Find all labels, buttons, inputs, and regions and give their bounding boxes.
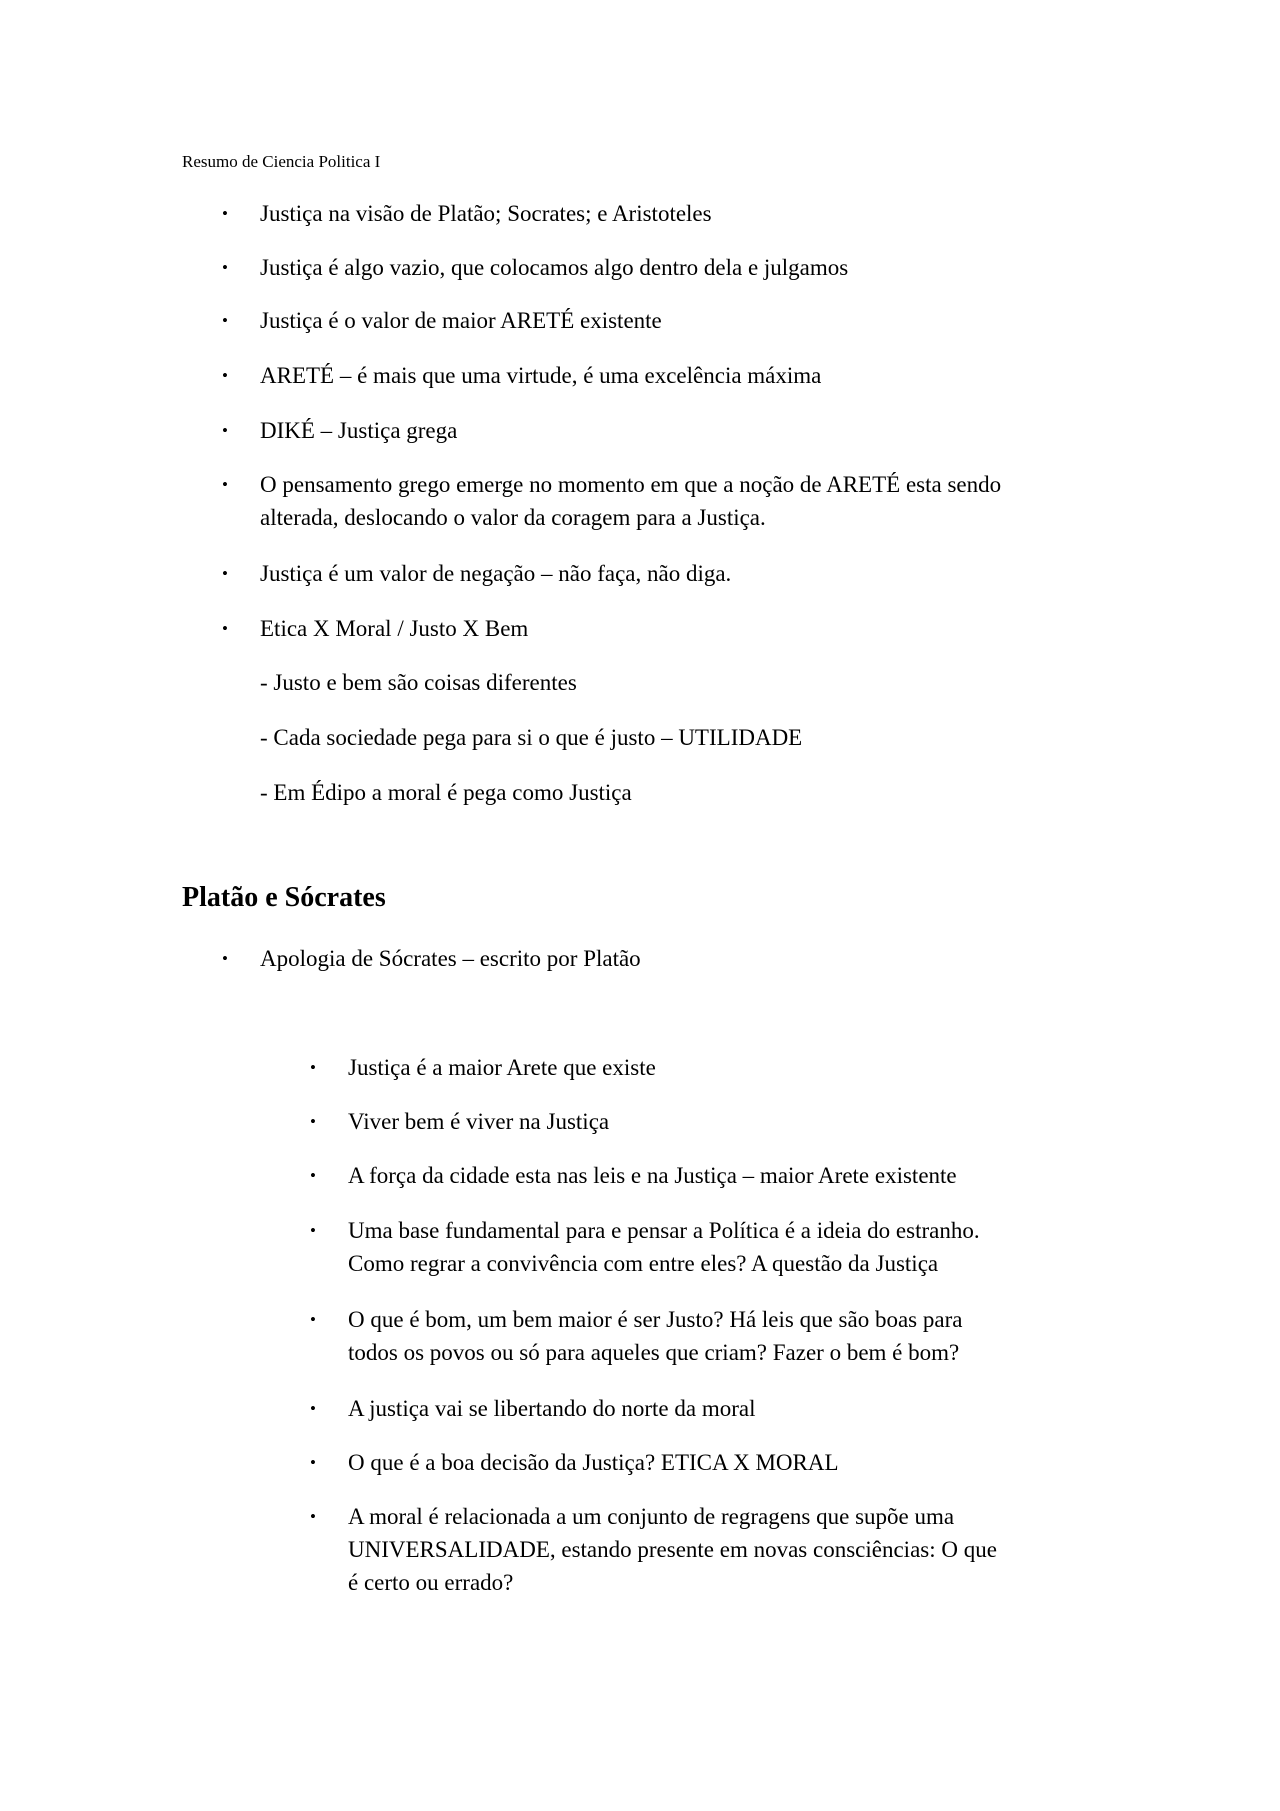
list-item	[310, 1500, 955, 1533]
list-item	[222, 612, 529, 645]
list-item	[222, 942, 641, 975]
list-item-text: Etica X Moral / Justo X Bem	[260, 616, 529, 641]
sub-item-text: - Justo e bem são coisas diferentes	[260, 670, 577, 695]
list-item-text: Justiça é o valor de maior ARETÉ existente	[260, 308, 662, 333]
sub-item	[260, 776, 632, 809]
list-item	[310, 1303, 963, 1336]
list-item-text: alterada, deslocando o valor da coragem para a Justiça.	[260, 505, 766, 530]
list-item	[310, 1105, 610, 1138]
bullet-icon: •	[310, 1507, 316, 1526]
list-item	[222, 557, 732, 590]
list-item-continuation	[260, 501, 766, 534]
bullet-icon: •	[310, 1453, 316, 1472]
list-item-text: Justiça é a maior Arete que existe	[348, 1055, 656, 1080]
sub-item	[260, 666, 577, 699]
list-item-text: ARETÉ – é mais que uma virtude, é uma excelência máxima	[260, 363, 822, 388]
bullet-icon: •	[222, 311, 228, 330]
list-item-text: UNIVERSALIDADE, estando presente em novas consciências: O que	[348, 1537, 997, 1562]
list-item-text: A justiça vai se libertando do norte da moral	[348, 1396, 756, 1421]
list-item-text: Apologia de Sócrates – escrito por Platão	[260, 946, 641, 971]
list-item-continuation	[348, 1247, 938, 1280]
list-item	[222, 304, 662, 337]
sub-item-text: - Cada sociedade pega para si o que é justo – UTILIDADE	[260, 725, 803, 750]
list-item-text: Justiça é algo vazio, que colocamos algo dentro dela e julgamos	[260, 255, 849, 280]
list-item	[222, 359, 822, 392]
bullet-icon: •	[310, 1166, 316, 1185]
bullet-icon: •	[222, 475, 228, 494]
bullet-icon: •	[222, 204, 228, 223]
list-item	[310, 1446, 839, 1479]
bullet-icon: •	[310, 1112, 316, 1131]
list-item-text: O pensamento grego emerge no momento em que a noção de ARETÉ esta sendo	[260, 472, 1002, 497]
list-item	[310, 1159, 957, 1192]
list-item-text: Viver bem é viver na Justiça	[348, 1109, 610, 1134]
list-item-text: A força da cidade esta nas leis e na Justiça – maior Arete existente	[348, 1163, 957, 1188]
bullet-icon: •	[222, 949, 228, 968]
list-item-text: todos os povos ou só para aqueles que criam? Fazer o bem é bom?	[348, 1340, 960, 1365]
list-item-continuation	[348, 1566, 513, 1599]
list-item-text: Justiça é um valor de negação – não faça, não diga.	[260, 561, 732, 586]
list-item-continuation	[348, 1336, 959, 1369]
bullet-icon: •	[310, 1399, 316, 1418]
list-item-text: O que é a boa decisão da Justiça? ETICA X MORAL	[348, 1450, 839, 1475]
sub-item-text: - Em Édipo a moral é pega como Justiça	[260, 780, 632, 805]
list-item-text: DIKÉ – Justiça grega	[260, 418, 458, 443]
list-item-text: Como regrar a convivência com entre eles? A questão da Justiça	[348, 1251, 939, 1276]
list-item-text: Justiça na visão de Platão; Socrates; e Aristoteles	[260, 201, 712, 226]
bullet-icon: •	[222, 366, 228, 385]
list-item-text: Uma base fundamental para e pensar a Política é a ideia do estranho.	[348, 1218, 980, 1243]
list-item	[222, 468, 1002, 501]
list-item	[222, 251, 849, 284]
list-item	[222, 197, 712, 230]
list-item-text: é certo ou errado?	[348, 1570, 514, 1595]
list-item-text: A moral é relacionada a um conjunto de regragens que supõe uma	[348, 1504, 955, 1529]
document-header: Resumo de Ciencia Politica I	[182, 152, 381, 171]
list-item-continuation	[348, 1533, 997, 1566]
sub-item	[260, 721, 802, 754]
section-heading: Platão e Sócrates	[182, 882, 386, 913]
bullet-icon: •	[222, 258, 228, 277]
bullet-icon: •	[222, 619, 228, 638]
bullet-icon: •	[222, 564, 228, 583]
list-item	[310, 1051, 656, 1084]
list-item-text: O que é bom, um bem maior é ser Justo? Há leis que são boas para	[348, 1307, 963, 1332]
bullet-icon: •	[310, 1058, 316, 1077]
bullet-icon: •	[222, 421, 228, 440]
list-item	[222, 414, 458, 447]
list-item	[310, 1392, 756, 1425]
bullet-icon: •	[310, 1221, 316, 1240]
bullet-icon: •	[310, 1310, 316, 1329]
list-item	[310, 1214, 980, 1247]
